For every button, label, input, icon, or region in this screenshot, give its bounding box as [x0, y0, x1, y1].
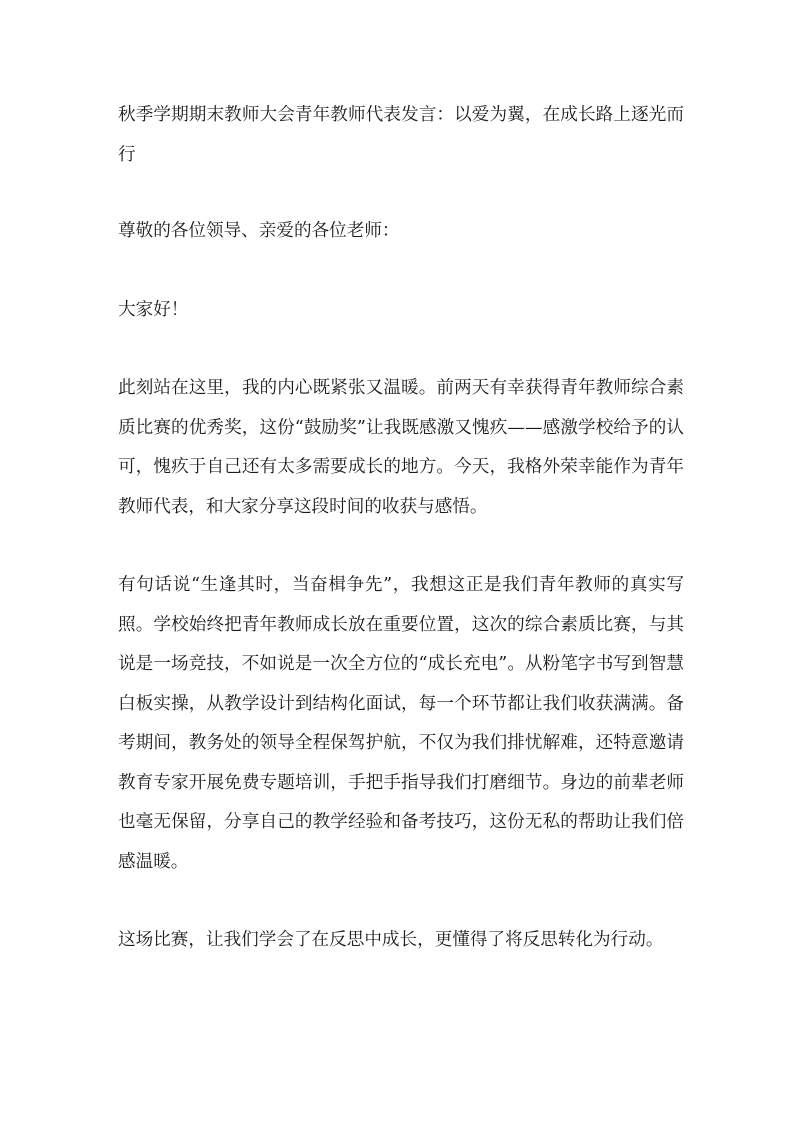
salutation: 尊敬的各位领导、亲爱的各位老师：	[118, 221, 400, 241]
paragraph-3: 这场比赛，让我们学会了在反思中成长，更懂得了将反思转化为行动。	[118, 930, 664, 950]
greeting: 大家好！	[118, 299, 189, 320]
paragraph-2: 有句话说“生逢其时，当奋楫争先”，我想这正是我们青年教师的真实写照。学校始终把青年教师成长放在重要位置，这次的综合素质比赛，与其说是一场竞技，不如说是一次全方位的“成长充电”。从粉笔字书写到智慧白板实操，从教学设计到结构化面试，每一个环节都让我们收获满满。备考期间，教务处的领导全程保驾护航，不仅为我们排忧解难，还特意邀请教育专家开展免费专题培训，手把手指导我们打磨细节。身边的前辈老师也毫无保留，分享自己的教学经验和备考技巧，这份无私的帮助让我们倍感温暖。	[118, 575, 684, 872]
document-title: 秋季学期期末教师大会青年教师代表发言：以爱为翼，在成长路上逐光而行	[118, 105, 684, 165]
paragraph-1: 此刻站在这里，我的内心既紧张又温暖。前两天有幸获得青年教师综合素质比赛的优秀奖，这份“鼓励奖”让我既感激又愧疚——感激学校给予的认可，愧疚于自己还有太多需要成长的地方。今天，我格外荣幸能作为青年教师代表，和大家分享这段时间的收获与感悟。	[118, 378, 684, 517]
document-page	[118, 96, 684, 1000]
